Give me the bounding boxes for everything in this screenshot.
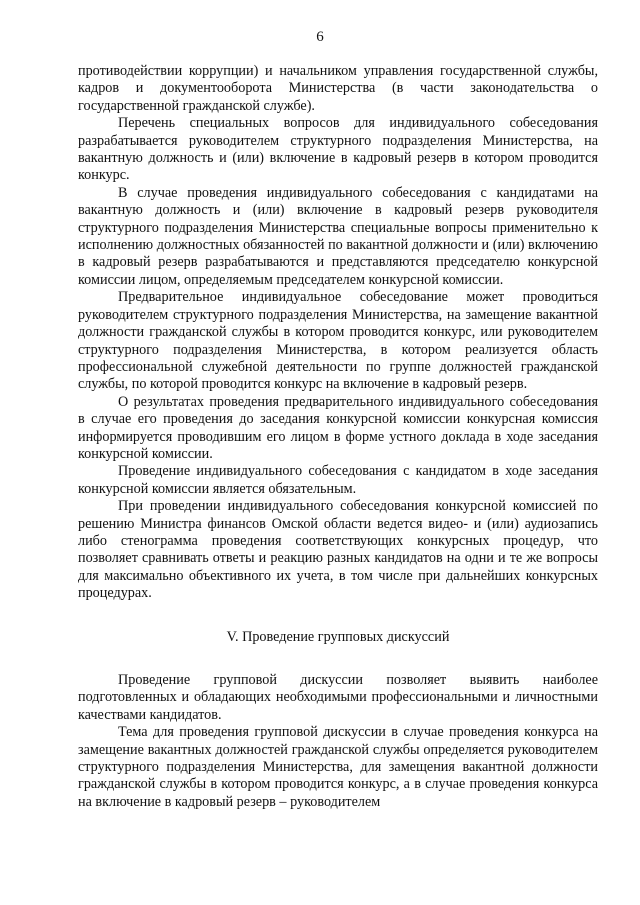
paragraph: Предварительное индивидуальное собеседование может проводиться руководителем структурного подразделения Министерства, на замещение вакантной должности гражданской службы в котором проводится конкурс, или руководителем структурного подразделения Министерства, в котором реализуется область профессиональной служебной деятельности по группе должностей гражданской службы, по которой проводится конкурс на включение в кадровый резерв.	[78, 289, 598, 393]
paragraph: Тема для проведения групповой дискуссии в случае проведения конкурса на замещение вакантных должностей гражданской службы определяется руководителем структурного подразделения Министерства, для замещения вакантной должности гражданской службы в котором проводится конкурс, а в случае проведения конкурса на включение в кадровый резерв – руководителем	[78, 724, 598, 810]
section-heading: V. Проведение групповых дискуссий	[226, 628, 450, 645]
paragraph: противодействии коррупции) и начальником управления государственной службы, кадров и документооборота Министерства (в части законодательства о государственной гражданской службе).	[78, 63, 598, 114]
document-body	[78, 63, 598, 811]
paragraph: В случае проведения индивидуального собеседования с кандидатами на вакантную должность и (или) включение в кадровый резерв руководителя структурного подразделения Министерства специальные вопросы применительно к исполнению должностных обязанностей по вакантной должности и (или) включению в кадровый резерв разрабатываются и представляются председателю конкурсной комиссии лицом, определяемым председателем конкурсной комиссии.	[78, 184, 598, 288]
paragraph: Перечень специальных вопросов для индивидуального собеседования разрабатывается руководителем структурного подразделения Министерства, на вакантную должность и (или) включение в кадровый резерв в котором проводится конкурс.	[78, 115, 598, 184]
page-number: 6	[316, 29, 324, 45]
paragraph: Проведение индивидуального собеседования с кандидатом в ходе заседания конкурсной комиссии является обязательным.	[78, 463, 598, 497]
paragraph: О результатах проведения предварительного индивидуального собеседования в случае его проведения до заседания конкурсной комиссии конкурсная комиссия информируется проводившим его лицом в форме устного доклада в ходе заседания конкурсной комиссии.	[78, 393, 598, 462]
paragraph: При проведении индивидуального собеседования конкурсной комиссией по решению Министра финансов Омской области ведется видео- и (или) аудиозапись либо стенограмма проведения соответствующих конкурсных процедур, что позволяет сравнивать ответы и реакцию разных кандидатов на одни и те же вопросы для максимально объективного их учета, в том числе при дальнейших конкурсных процедурах.	[78, 498, 598, 602]
paragraph: Проведение групповой дискуссии позволяет выявить наиболее подготовленных и обладающих необходимыми профессиональными и личностными качествами кандидатов.	[78, 672, 598, 723]
